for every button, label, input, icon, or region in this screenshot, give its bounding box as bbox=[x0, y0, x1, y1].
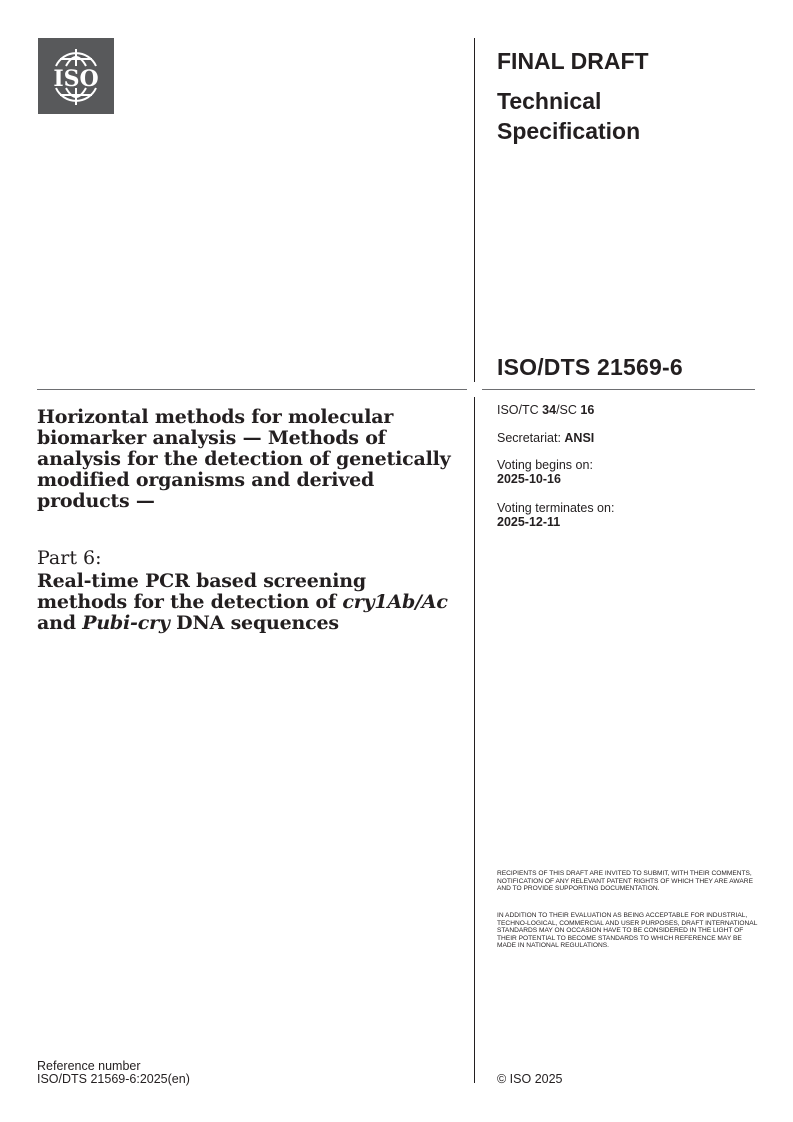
part-title-gene-2: Pubi-cry bbox=[82, 612, 170, 634]
voting-terminates bbox=[497, 501, 614, 529]
part-label: Part 6: bbox=[37, 547, 102, 569]
horizontal-rule-left bbox=[37, 389, 467, 390]
copyright-notice: © ISO 2025 bbox=[497, 1072, 563, 1086]
voting-begins-label: Voting begins on: bbox=[497, 458, 593, 472]
main-title: Horizontal methods for molecular biomarker analysis — Methods of analysis for the detection of genetically modified organisms and derived products — bbox=[37, 406, 451, 512]
committee-tc: 34 bbox=[542, 403, 557, 417]
document-type: Technical Specification bbox=[497, 88, 641, 144]
document-number: ISO/DTS 21569-6 bbox=[497, 354, 683, 380]
committee-sep: /SC bbox=[556, 403, 581, 417]
voting-terminates-date: 2025-12-11 bbox=[497, 515, 561, 529]
committee-line bbox=[497, 403, 594, 417]
part-title-gene-1: cry1Ab/Ac bbox=[342, 591, 448, 613]
iso-logo-text: ISO bbox=[53, 66, 99, 92]
secretariat-line bbox=[497, 431, 594, 445]
part-title-conjunction: and bbox=[37, 612, 83, 634]
voting-begins bbox=[497, 458, 593, 486]
voting-terminates-label: Voting terminates on: bbox=[497, 501, 615, 515]
part-title-end: DNA sequences bbox=[169, 612, 339, 634]
vertical-divider-bottom bbox=[474, 397, 475, 1083]
secretariat-label: Secretariat: bbox=[497, 431, 565, 445]
horizontal-rule-right bbox=[482, 389, 755, 390]
vertical-divider-top bbox=[474, 38, 475, 382]
iso-globe-logo-icon bbox=[38, 38, 114, 114]
iso-logo bbox=[38, 38, 114, 114]
voting-begins-date: 2025-10-16 bbox=[497, 472, 561, 486]
committee-prefix: ISO/TC bbox=[497, 403, 543, 417]
part-title-text: Real-time PCR based screening methods for the detection of bbox=[37, 570, 366, 613]
committee-sc: 16 bbox=[580, 403, 595, 417]
part-title bbox=[37, 571, 457, 634]
patent-notice: RECIPIENTS OF THIS DRAFT ARE INVITED TO SUBMIT, WITH THEIR COMMENTS, NOTIFICATION OF ANY RELEVANT PATENT RIGHTS OF WHICH THEY ARE AWARE AND TO PROVIDE SUPPORTING DOCUMENTATION. bbox=[497, 870, 753, 893]
document-stage: FINAL DRAFT bbox=[497, 48, 649, 74]
reference-number: ISO/DTS 21569-6:2025(en) bbox=[37, 1072, 190, 1086]
secretariat-value: ANSI bbox=[564, 431, 595, 445]
regulation-notice: IN ADDITION TO THEIR EVALUATION AS BEING ACCEPTABLE FOR INDUSTRIAL, TECHNO-LOGICAL, COMMERCIAL AND USER PURPOSES, DRAFT INTERNATIONAL STANDARDS MAY ON OCCASION HAVE TO BE CONSIDERED IN THE LIGHT OF THEIR POTENTIAL TO BECOME STANDARDS TO WHICH REFERENCE MAY BE MADE IN NATIONAL REGULATIONS. bbox=[497, 912, 758, 950]
reference-label: Reference number bbox=[37, 1059, 141, 1073]
